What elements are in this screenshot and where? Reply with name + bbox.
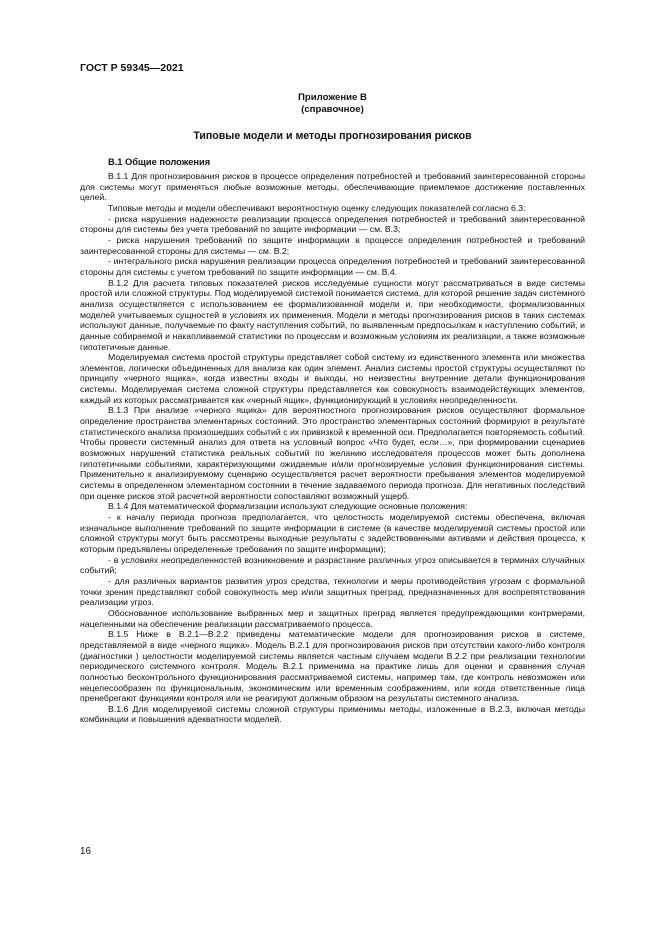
section-title: Типовые модели и методы прогнозирования рисков — [193, 130, 472, 142]
body-text — [80, 171, 585, 725]
list-item: - риска нарушения требований по защите информации в процессе определения потребностей и требований заинтересованной стороны для системы — см. В.2; — [80, 234, 585, 256]
appendix-note: (справочное) — [301, 104, 364, 115]
paragraph: В.1.2 Для расчета типовых показателей рисков исследуемые сущности могут рассматриваться в виде системы простой или сложной структуры. Под моделируемой системой понимается система, для которой решение задач системного анализа осуществляется с использованием ее формализованной модели и, при необходимости, формализованных моделей учитываемых сущностей в условиях их применения. Модели и методы прогнозирования рисков в таких системах используют данные, получаемые по факту наступления событий, по выявленным предпосылкам к наступлению событий, и данные собираемой и накапливаемой статистики по процессам и возможным условиям их реализации, а также возможные гипотетичные данные. — [80, 277, 585, 352]
list-item: - для различных вариантов развития угроз средства, технологии и меры противодействия угрозам с формальной точки зрения представляют собой совокупность мер и/или защитных преград, предназначенных для воспрепятствования реализации угроз. — [80, 575, 585, 608]
document-header: ГОСТ Р 59345—2021 — [80, 62, 184, 74]
page-number: 16 — [80, 846, 91, 857]
paragraph: В.1.4 Для математической формализации используют следующие основные положения: — [108, 501, 468, 512]
subsection-title: В.1 Общие положения — [108, 157, 211, 167]
list-item: - к началу периода прогноза предполагается, что целостность моделируемой системы обеспечена, включая изначальное выполнение требований по защите информации в системе (в качестве моделируемой системы простой или сложной структуры могут быть рассмотрены выходные результаты с задействованными активами и действия процесса, к которым предъявлены определенные требования по защите информации); — [80, 512, 585, 554]
paragraph: В.1.3 При анализе «черного ящика» для вероятностного прогнозирования рисков осуществляют формальное определение пространства элементарных состояний. Это пространство элементарных состояний формируют в результате статистического анализа произошедших событий с их привязкой к временной оси. Предполагается повторяемость событий. Чтобы провести системный анализ для ответа на условный вопрос «Что будет, если…», при формировании сценариев возможных нарушений статистика реальных событий по желанию исследователя процессов может быть дополнена гипотетичными событиями, характеризующими ожидаемые и/или прогнозируемые условия функционирования системы. Применительно к анализируемому сценарию осуществляется расчет вероятности пребывания элементов моделируемой системы в определенном элементарном состоянии в течение задаваемого периода прогноза. Для негативных последствий при оценке рисков этой расчетной вероятности сопоставляют возможный ущерб. — [80, 405, 585, 501]
appendix-title: Приложение В — [298, 92, 367, 103]
paragraph: В.1.6 Для моделируемой системы сложной структуры применимы методы, изложенные в В.2.3, включая методы комбинации и повышения адекватности моделей. — [80, 703, 585, 725]
paragraph: В.1.5 Ниже в В.2.1—В.2.2 приведены математические модели для прогнозирования рисков в системе, представляемой в виде «черного ящика». Модель В.2.1 для прогнозирования рисков при отсутствии какого-либо контроля (диагностики ) целостности моделируемой системы является частным случаем модели В.2.2 при реализации технологии периодического системного контроля. Модель В.2.1 применима на практике лишь для оценки и сравнения случая полностью бесконтрольного функционирования рассматриваемой системы, например там, где контроль невозможен или нецелесообразен по функциональным, экономическим или временным соображениям, или когда ответственные лица пренебрегают функциями контроля или не реагируют должным образом на результаты системного анализа. — [80, 629, 585, 704]
paragraph: Типовые методы и модели обеспечивают вероятностную оценку следующих показателей согласно 6.3: — [108, 202, 526, 213]
paragraph: В.1.1 Для прогнозирования рисков в процессе определения потребностей и требований заинтересованной стороны для системы могут применяться любые возможные методы, обеспечивающие приемлемое достижение поставленных целей. — [80, 171, 585, 203]
list-item: - интегрального риска нарушения реализации процесса определения потребностей и требований заинтересованной стороны для системы с учетом требований по защите информации — см. В.4. — [80, 256, 585, 277]
list-item: - в условиях неопределенностей возникновение и разрастание различных угроз описывается в терминах случайных событий; — [80, 554, 585, 576]
list-item: - риска нарушения надежности реализации процесса определения потребностей и требований заинтересованной стороны для системы без учета требований по защите информации — см. В.3; — [80, 213, 585, 235]
paragraph: Моделируемая система простой структуры представляет собой систему из единственного элемента или множества элементов, логически объединенных для анализа как один элемент. Анализ системы простой структуры осуществляют по принципу «черного ящика», когда известны входы и выходы, но неизвестны внутренние детали функционирования системы. Моделируемая система сложной структуры представляется как совокупность взаимодействующих элементов, каждый из которых рассматривается как «черный ящик», функционирующий в условиях неопределенности. — [80, 352, 585, 405]
paragraph: Обоснованное использование выбранных мер и защитных преград является предупреждающими контрмерами, нацеленными на обеспечение реализации рассматриваемого процесса. — [80, 607, 585, 629]
